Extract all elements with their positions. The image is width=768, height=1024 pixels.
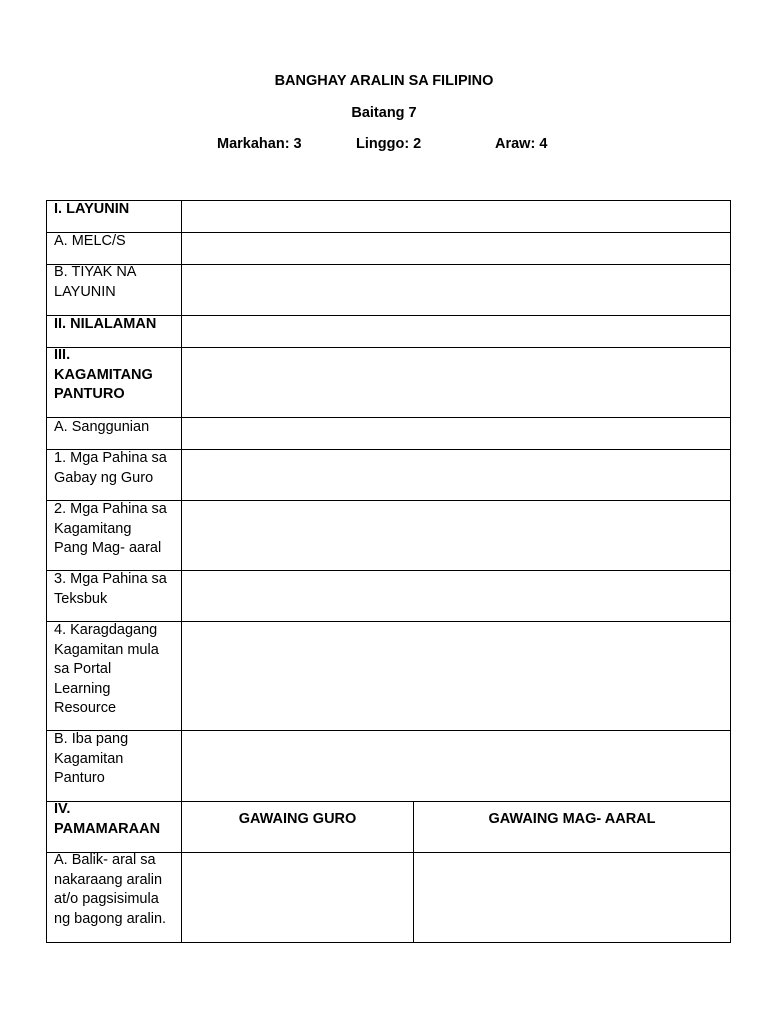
table-border: [730, 200, 731, 943]
table-border: [46, 730, 731, 731]
row-label-melcs: A. MELC/S: [54, 233, 126, 249]
linggo-label: Linggo: 2: [356, 136, 422, 152]
grade-level: Baitang 7: [351, 105, 417, 121]
table-border: [46, 200, 731, 201]
row-label-pamamaraan: IV. PAMAMARAAN: [54, 801, 161, 837]
table-border: [46, 232, 731, 233]
document-title: BANGHAY ARALIN SA FILIPINO: [274, 73, 494, 89]
row-label-kagamitang-panturo: III. KAGAMITANG PANTURO: [54, 347, 153, 402]
row-label-iba-pang-kagamitan: B. Iba pang Kagamitan Panturo: [54, 731, 129, 786]
column-header-gawaing-guro: GAWAING GURO: [238, 811, 357, 827]
column-header-gawaing-mag-aaral: GAWAING MAG- AARAL: [488, 811, 656, 827]
row-label-balik-aral: A. Balik- aral sa nakaraang aralin at/o pagsisimula ng bagong aralin.: [54, 852, 167, 927]
row-label-kagamitang-mag-aaral: 2. Mga Pahina sa Kagamitang Pang Mag- aaral: [54, 501, 167, 556]
araw-label: Araw: 4: [495, 136, 548, 152]
row-label-karagdagang-kagamitan: 4. Karagdagang Kagamitan mula sa Portal Learning Resource: [54, 622, 159, 716]
markahan-label: Markahan: 3: [217, 136, 302, 152]
row-label-layunin: I. LAYUNIN: [54, 201, 130, 217]
row-label-sanggunian: A. Sanggunian: [54, 419, 150, 435]
row-label-gabay-ng-guro: 1. Mga Pahina sa Gabay ng Guro: [54, 450, 167, 486]
table-border: [46, 264, 731, 265]
row-label-tiyak-na-layunin: B. TIYAK NA LAYUNIN: [54, 264, 137, 300]
row-label-nilalaman: II. NILALAMAN: [54, 316, 157, 332]
row-label-teksbuk: 3. Mga Pahina sa Teksbuk: [54, 571, 167, 607]
table-border: [46, 942, 731, 943]
table-border: [181, 200, 182, 943]
